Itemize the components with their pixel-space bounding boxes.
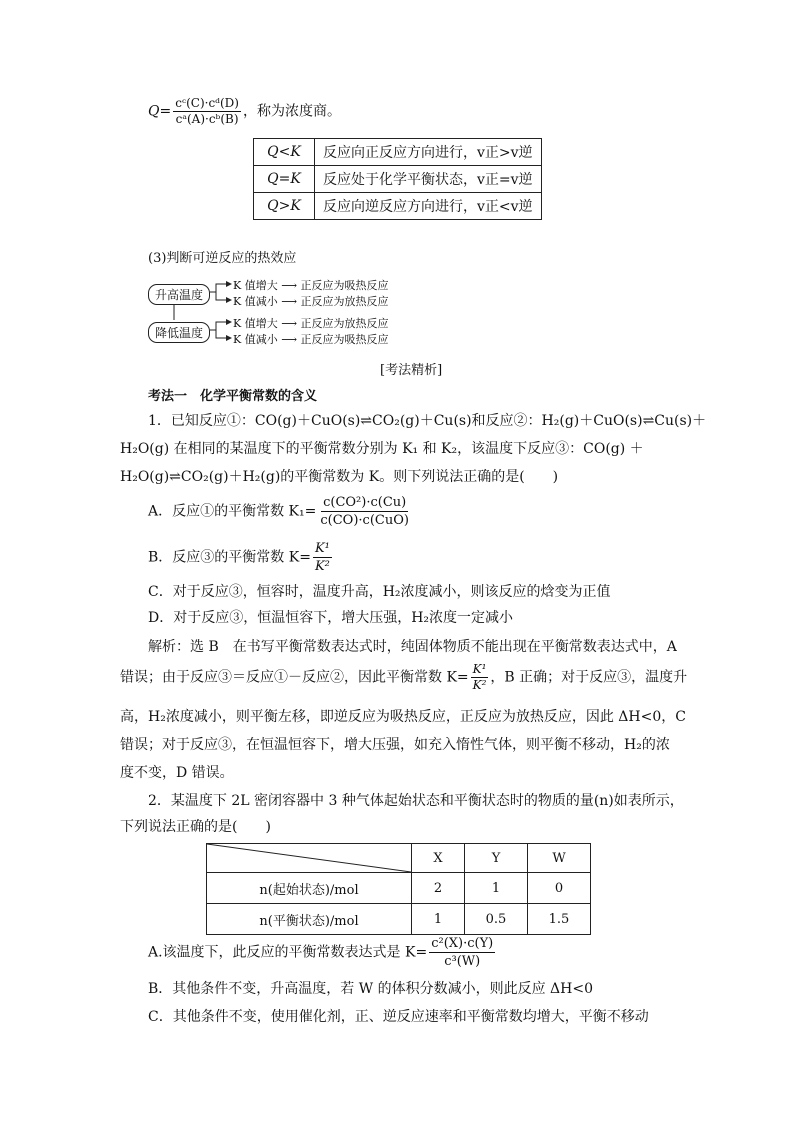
q-formula-tail: ，称为浓度商。 — [242, 103, 341, 120]
raise-temperature-box: 升高温度 — [148, 284, 210, 305]
table-cell: 0.5 — [465, 904, 528, 935]
table-row — [254, 193, 542, 220]
q-formula-fraction — [173, 96, 241, 127]
table-cell: Q<K — [254, 139, 315, 166]
fraction-numerator: K¹ — [314, 541, 330, 556]
table-cell: 1 — [412, 904, 465, 935]
table-row — [207, 904, 591, 935]
q2-option-a — [148, 935, 497, 970]
section-3-title: (3)判断可逆反应的热效应 — [148, 251, 297, 266]
table-cell: 反应向正反应方向进行，v正>v逆 — [315, 139, 542, 166]
q1-line1: 1．已知反应①：CO(g)＋CuO(s)⇌CO₂(g)＋Cu(s)和反应②：H₂(g)＋CuO(s)⇌Cu(s)＋ — [148, 413, 707, 429]
analysis-line4: 错误；对于反应③，在恒温恒容下，增大压强，如充入惰性气体，则平衡不移动，H₂的浓 — [120, 737, 670, 753]
q2-table — [206, 843, 591, 935]
kaofa-header: [考法精析] — [380, 363, 443, 378]
fraction-denominator: K² — [472, 678, 487, 692]
q1-option-b — [148, 540, 334, 575]
q2-option-a-text: A.该温度下，此反应的平衡常数表达式是 K= — [148, 944, 428, 961]
q2-option-c: C．其他条件不变，使用催化剂，正、逆反应速率和平衡常数均增大，平衡不移动 — [148, 1009, 649, 1025]
q1-option-a-text: A．反应①的平衡常数 K₁= — [148, 503, 317, 520]
analysis-line5: 度不变，D 错误。 — [120, 765, 234, 781]
analysis-line1: 解析：选 B 在书写平衡常数表达式时，纯固体物质不能出现在平衡常数表达式中，A — [148, 639, 677, 655]
q-formula-numerator: cᶜ(C)·cᵈ(D) — [175, 96, 239, 110]
q2-line1: 2．某温度下 2L 密闭容器中 3 种气体起始状态和平衡状态时的物质的量(n)如表所示， — [148, 793, 684, 809]
q2-line2: 下列说法正确的是( ) — [120, 819, 271, 835]
q-formula — [148, 96, 341, 127]
table-row — [254, 139, 542, 166]
table-header-y: Y — [465, 844, 528, 873]
table-header-w: W — [528, 844, 591, 873]
table-cell: 1 — [465, 873, 528, 904]
q2-option-b: B．其他条件不变，升高温度，若 W 的体积分数减小，则此反应 ΔH<0 — [148, 981, 593, 997]
table-cell: 1.5 — [528, 904, 591, 935]
table-header-diagonal — [207, 844, 412, 873]
table-cell: 反应处于化学平衡状态，v正=v逆 — [315, 166, 542, 193]
lower-temperature-box: 降低温度 — [148, 322, 210, 343]
q1-option-d: D．对于反应③，恒温恒容下，增大压强，H₂浓度一定减小 — [148, 610, 514, 626]
analysis-line2-pre: 错误；由于反应③＝反应①－反应②，因此平衡常数 K= — [120, 669, 469, 686]
q2-option-a-fraction — [429, 935, 495, 970]
table-cell: 反应向逆反应方向进行，v正<v逆 — [315, 193, 542, 220]
table-cell: 2 — [412, 873, 465, 904]
q1-option-c: C．对于反应③，恒容时，温度升高，H₂浓度减小，则该反应的焓变为正值 — [148, 584, 611, 600]
fraction-numerator: c(CO²)·c(Cu) — [323, 495, 407, 510]
lower-k-increase: K 值增大 ⟶ 正反应为放热反应 — [233, 317, 389, 330]
fraction-numerator: K¹ — [472, 662, 487, 676]
kaofa-1-title: 考法一 化学平衡常数的含义 — [148, 389, 318, 404]
q-k-table — [253, 138, 542, 220]
table-cell: 0 — [528, 873, 591, 904]
table-cell: Q>K — [254, 193, 315, 220]
table-row — [207, 844, 591, 873]
fraction-denominator: c(CO)·c(CuO) — [320, 513, 409, 528]
fraction-denominator: K² — [314, 559, 330, 574]
analysis-line2 — [120, 662, 687, 693]
q1-option-b-text: B．反应③的平衡常数 K= — [148, 549, 311, 566]
fraction-denominator: c³(W) — [444, 954, 481, 969]
lower-k-decrease: K 值减小 ⟶ 正反应为吸热反应 — [233, 333, 389, 346]
analysis-line2-post: ，B 正确；对于反应③，温度升 — [490, 669, 688, 686]
table-cell: n(起始状态)/mol — [207, 873, 412, 904]
table-row — [254, 166, 542, 193]
table-header-x: X — [412, 844, 465, 873]
q-formula-lhs: Q= — [148, 103, 172, 120]
q1-option-b-fraction — [313, 540, 332, 575]
analysis-line2-fraction — [471, 662, 489, 693]
table-cell: n(平衡状态)/mol — [207, 904, 412, 935]
q1-line3: H₂O(g)⇌CO₂(g)＋H₂(g)的平衡常数为 K。则下列说法正确的是( ) — [120, 469, 559, 485]
q1-option-a — [148, 494, 413, 529]
q-formula-denominator: cᵃ(A)·cᵇ(B) — [175, 112, 239, 126]
table-row — [207, 873, 591, 904]
fraction-numerator: c²(X)·c(Y) — [431, 936, 494, 951]
raise-k-decrease: K 值减小 ⟶ 正反应为放热反应 — [233, 295, 389, 308]
q1-line2: H₂O(g) 在相同的某温度下的平衡常数分别为 K₁ 和 K₂，该温度下反应③：CO(g) ＋ — [120, 441, 644, 457]
q1-option-a-fraction — [318, 494, 411, 529]
table-cell: Q=K — [254, 166, 315, 193]
raise-k-increase: K 值增大 ⟶ 正反应为吸热反应 — [233, 279, 389, 292]
analysis-line3: 高，H₂浓度减小，则平衡左移，即逆反应为吸热反应，正反应为放热反应，因此 ΔH<0，C — [120, 709, 686, 725]
